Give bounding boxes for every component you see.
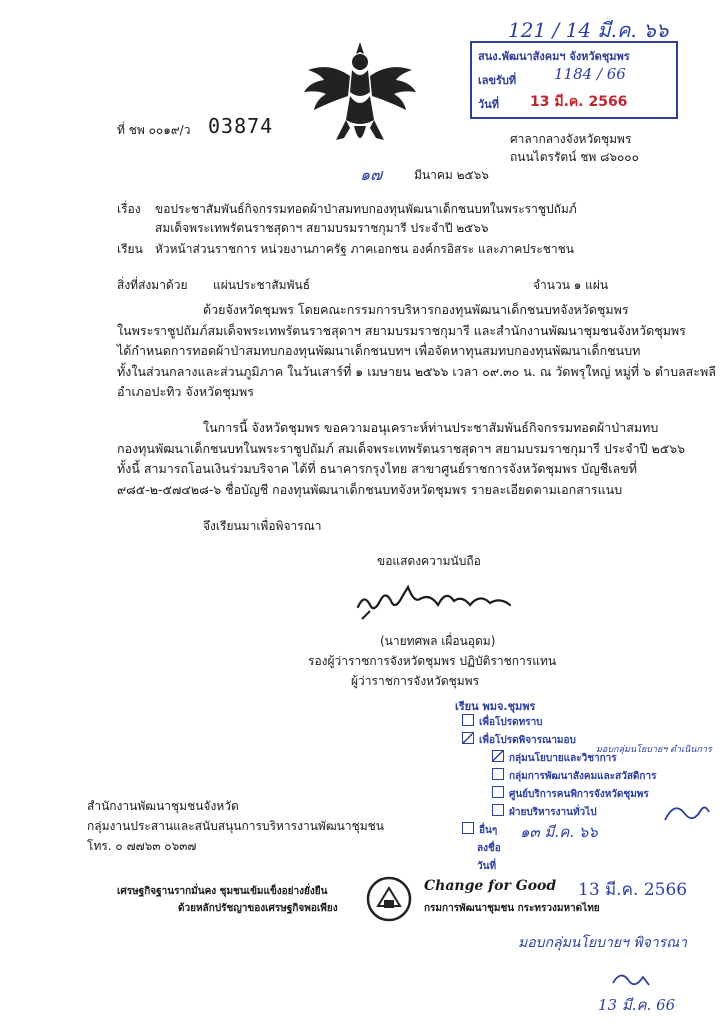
subject-label: เรื่อง [117, 202, 141, 216]
enclosure-label: สิ่งที่ส่งมาด้วย [117, 278, 188, 292]
slogan-brand: Change for Good [424, 878, 557, 894]
closing-request: จึงเรียนมาเพื่อพิจารณา [203, 519, 322, 533]
routing-item [462, 714, 656, 732]
checkbox-checked-icon [492, 750, 504, 762]
routing-item-label: ฝ่ายบริหารงานทั่วไป [509, 807, 597, 818]
slogan-line2: ด้วยหลักปรัชญาของเศรษฐกิจพอเพียง [178, 903, 338, 914]
receipt-number-label: เลขรับที่ [478, 74, 517, 87]
routing-signature-image [655, 790, 715, 840]
routing-item-label: กลุ่มการพัฒนาสังคมและสวัสดิการ [509, 771, 657, 782]
checkbox-icon [492, 786, 504, 798]
routing-item-label: ลงชื่อ [477, 843, 501, 854]
receipt-stamp-org: สนง.พัฒนาสังคมฯ จังหวัดชุมพร [478, 50, 630, 63]
body-paragraph-1 [117, 300, 716, 403]
signer-name: (นายทศพล เผื่อนอุดม) [380, 634, 496, 648]
subject-line1: ขอประชาสัมพันธ์กิจกรรมทอดผ้าป่าสมทบกองทุนพัฒนาเด็กชนบทในพระราชูปถัมภ์ [155, 202, 577, 216]
checkbox-icon [462, 822, 474, 834]
receipt-stamp [470, 41, 678, 119]
enclosure-text: แผ่นประชาสัมพันธ์ [213, 278, 311, 292]
date-month-year: มีนาคม ๒๕๖๖ [414, 168, 489, 182]
bottom-signature-image [605, 965, 655, 995]
checkbox-checked-icon [462, 732, 474, 744]
bottom-stamp-date: 13 มี.ค. 2566 [578, 880, 688, 900]
date-day: ๑๗ [360, 165, 383, 184]
footer-group: กลุ่มงานประสานและสนับสนุนการบริหารงานพัฒนาชุมชน [87, 819, 385, 833]
para1-line: อำเภอปะทิว จังหวัดชุมพร [117, 384, 254, 399]
body-paragraph-2 [117, 418, 685, 500]
bottom-handwritten-note: มอบกลุ่มนโยบายฯ พิจารณา [518, 935, 688, 951]
para2-line: กองทุนพัฒนาเด็กชนบทในพระราชูปถัมภ์ สมเด็จพระเทพรัตนราชสุดาฯ สยามบรมราชกุมารี ประจำปี ๒๕๖๖ [117, 440, 686, 456]
para1-line: ในพระราชูปถัมภ์สมเด็จพระเทพรัตนราชสุดาฯ สยามบรมราชกุมารี และสำนักงานพัฒนาชุมชนจังหวัดชุมพร [117, 322, 686, 338]
signer-title1: รองผู้ว่าราชการจังหวัดชุมพร ปฏิบัติราชการแทน [308, 654, 557, 668]
subject-line2: สมเด็จพระเทพรัตนราชสุดาฯ สยามบรมราชกุมารี ประจำปี ๒๕๖๖ [155, 221, 489, 235]
para2-line: ทั้งนี้ สามารถโอนเงินร่วมบริจาค ได้ที่ ธนาคารกรุงไทย สาขาศูนย์ราชการจังหวัดชุมพร บัญชีเลขที่ [117, 461, 637, 476]
routing-item-label: เพื่อโปรดพิจารณามอบ [479, 735, 576, 746]
routing-item [462, 768, 656, 786]
signature-image [350, 575, 520, 620]
checkbox-icon [462, 714, 474, 726]
routing-note-right: มอบกลุ่มนโยบายฯ ดำเนินการ [596, 745, 712, 755]
top-handwritten-note: 121 / 14 มี.ค. ๖๖ [508, 18, 669, 42]
to-label: เรียน [117, 242, 143, 256]
checkbox-icon [492, 804, 504, 816]
footer-phone: โทร. ๐ ๗๗๖๓ ๐๖๓๗ [87, 839, 197, 853]
routing-item-label: เพื่อโปรดทราบ [479, 717, 543, 728]
para2-line: ๙๘๕-๒-๕๗๔๒๘-๖ ชื่อบัญชี กองทุนพัฒนาเด็กชนบทจังหวัดชุมพร รายละเอียดตามเอกสารแนบ [117, 481, 623, 497]
regards-text: ขอแสดงความนับถือ [377, 554, 481, 568]
para1-line: ได้กำหนดการทอดผ้าป่าสมทบกองทุนพัฒนาเด็กชนบทฯ เพื่อจัดหาทุนสมทบกองทุนพัฒนาเด็กชนบท [117, 343, 641, 358]
routing-hand-date: ๑๓ มี.ค. ๖๖ [520, 823, 598, 841]
receipt-number-value: 1184 / 66 [554, 65, 626, 83]
signer-title2: ผู้ว่าราชการจังหวัดชุมพร [351, 674, 480, 688]
routing-item-label: อื่นๆ [479, 825, 498, 836]
routing-header: เรียน พมจ.ชุมพร [455, 700, 536, 713]
receipt-date-label: วันที่ [478, 98, 499, 111]
sender-line2: ถนนไตรรัตน์ ชพ ๘๖๐๐๐ [510, 150, 639, 164]
doc-number: 03874 [208, 114, 274, 138]
cdd-logo-icon [366, 876, 412, 922]
routing-item-label: กลุ่มนโยบายและวิชาการ [509, 753, 617, 764]
bottom-handwritten-date: 13 มี.ค. 66 [598, 996, 676, 1014]
routing-item [462, 786, 656, 804]
routing-item-label: วันที่ [477, 861, 497, 872]
slogan-dept: กรมการพัฒนาชุมชน กระทรวงมหาดไทย [424, 903, 600, 914]
slogan-line1: เศรษฐกิจฐานรากมั่นคง ชุมชนเข้มแข็งอย่างยั่งยืน [117, 886, 328, 897]
garuda-emblem-icon [300, 40, 420, 152]
receipt-date-value: 13 มี.ค. 2566 [530, 94, 628, 110]
routing-item-label: ศูนย์บริการคนพิการจังหวัดชุมพร [509, 789, 649, 800]
sender-line1: ศาลากลางจังหวัดชุมพร [510, 132, 632, 146]
routing-list [462, 714, 656, 876]
checkbox-icon [492, 768, 504, 780]
para2-line: ในการนี้ จังหวัดชุมพร ขอความอนุเคราะห์ท่านประชาสัมพันธ์กิจกรรมทอดผ้าป่าสมทบ [203, 420, 659, 435]
para1-line: ทั้งในส่วนกลางและส่วนภูมิภาค ในวันเสาร์ที่ ๑ เมษายน ๒๕๖๖ เวลา ๐๙.๓๐ น. ณ วัดพรุใหญ่ หมู่ที่ ๖ ตำบลสะพลี [117, 363, 716, 379]
enclosure-count: จำนวน ๑ แผ่น [533, 278, 609, 292]
to-text: หัวหน้าส่วนราชการ หน่วยงานภาครัฐ ภาคเอกชน องค์กรอิสระ และภาคประชาชน [155, 242, 574, 256]
doc-number-prefix: ที่ ชพ ๐๐๑๙/ว [117, 123, 191, 137]
footer-office: สำนักงานพัฒนาชุมชนจังหวัด [87, 799, 239, 813]
para1-line: ด้วยจังหวัดชุมพร โดยคณะกรรมการบริหารกองทุนพัฒนาเด็กชนบทจังหวัดชุมพร [203, 302, 629, 317]
routing-item [462, 858, 656, 876]
